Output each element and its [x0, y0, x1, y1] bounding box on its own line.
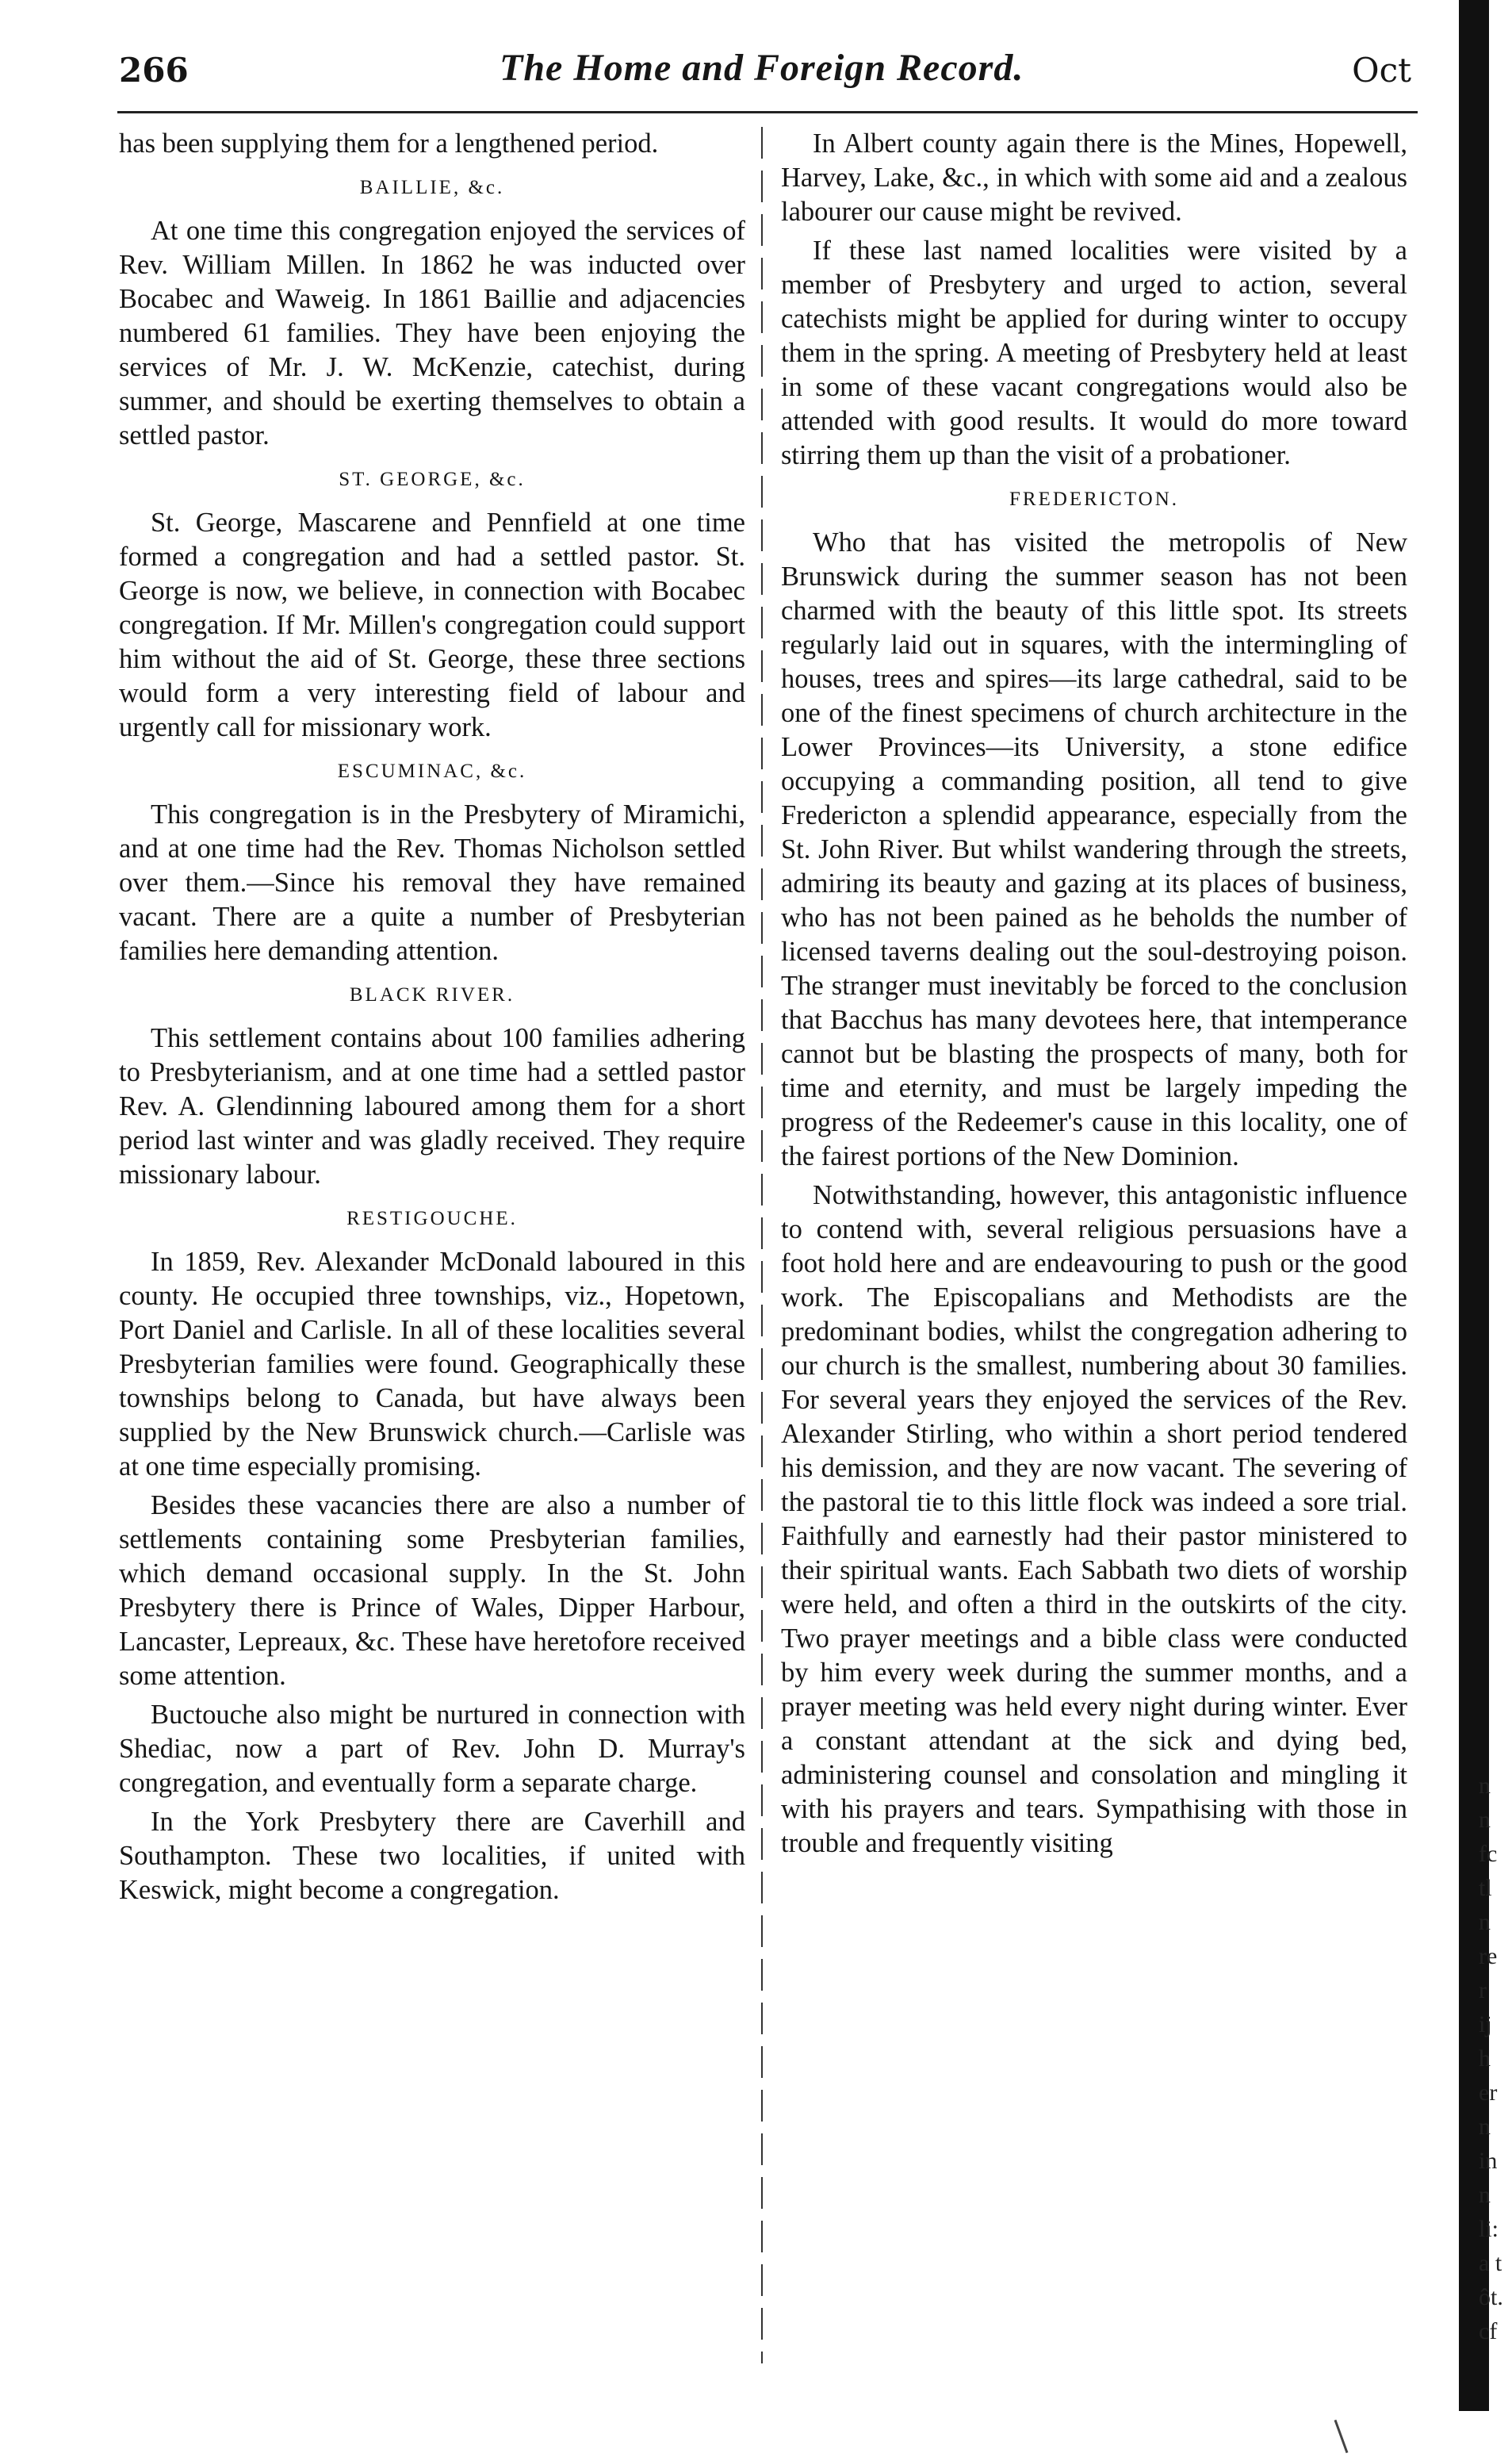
margin-fragment: a t: [1479, 2250, 1502, 2276]
paragraph: In 1859, Rev. Alexander McDonald laboured in this county. He occupied three townships, viz., Hopetown, Port Daniel and Carlisle. In all of these localities several Presbyterian families were found. Geographically these townships belong to Canada, but have always been supplied by the New Brunswick church.—Carlisle was at one time especially promising.: [119, 1247, 745, 1481]
paragraph: This settlement contains about 100 families adhering to Presbyterianism, and at one time had a settled pastor Rev. A. Glendinning laboured among them for a short period last winter and was gladly received. They require missionary labour.: [119, 1023, 745, 1190]
paragraph: has been supplying them for a lengthened period.: [119, 128, 659, 159]
paragraph: At one time this congregation enjoyed the services of Rev. William Millen. In 1862 he was inducted over Bocabec and Waweig. In 1861 Baillie and adjacencies numbered 61 families. They have been enjoying the services of Mr. J. W. McKenzie, catechist, during summer, and should be exerting themselves to obtain a settled pastor.: [119, 216, 745, 450]
paragraph: If these last named localities were visited by a member of Presbytery and urged to action, several catechists might be applied for during winter to occupy them in the spring. A meeting of Presbytery held at least in some of these vacant congregations would also be attended with good results. It would do more toward stirring them up than the visit of a probationer.: [781, 236, 1407, 470]
running-title: The Home and Foreign Record.: [500, 47, 1024, 89]
column-divider: [761, 127, 763, 2363]
margin-fragments: [1479, 1769, 1512, 2348]
margin-fragment: er: [1479, 2079, 1498, 2106]
margin-fragment: h: [1479, 2045, 1491, 2072]
margin-fragment: r: [1479, 1977, 1487, 2003]
margin-fragment: n: [1479, 2182, 1491, 2208]
margin-fragment: n: [1479, 2114, 1491, 2140]
scan-mark: [1334, 2420, 1349, 2453]
right-column: [781, 127, 1407, 1865]
page-number: 266: [119, 51, 189, 90]
margin-fragment: re: [1479, 1943, 1498, 1969]
left-column: [119, 127, 745, 1912]
section-heading-baillie: BAILLIE, &c.: [359, 177, 505, 198]
margin-fragment: n: [1479, 1909, 1491, 1935]
paragraph: In the York Presbytery there are Caverhill and Southampton. These two localities, if united with Keswick, might become a congregation.: [119, 1807, 745, 1905]
margin-fragment: n: [1479, 1807, 1491, 1833]
paragraph: In Albert county again there is the Mines, Hopewell, Harvey, Lake, &c., in which with some aid and a zealous labourer our cause might be revived.: [781, 128, 1407, 227]
margin-fragment: tl: [1479, 1875, 1492, 1901]
margin-fragment: ij: [1479, 2011, 1492, 2037]
section-heading-black-river: BLACK RIVER.: [349, 984, 515, 1006]
margin-fragment: cf: [1479, 2318, 1498, 2344]
paragraph: Besides these vacancies there are also a number of settlements containing some Presbyterian families, which demand occasional supply. In the St. John Presbytery there is Prince of Wales, Dipper Harbour, Lancaster, Lepreaux, &c. These have heretofore received some attention.: [119, 1490, 745, 1691]
margin-fragment: ôt.: [1479, 2284, 1503, 2310]
running-header: [119, 46, 1411, 95]
paragraph: Who that has visited the metropolis of New Brunswick during the summer season has not been charmed with the beauty of this little spot. Its streets regularly laid out in squares, with the intermingling of houses, trees and spires—its large cathedral, said to be one of the finest specimens of church architecture in the Lower Provinces—its University, a stone edifice occupying a commanding position, all tend to give Fredericton a splendid appearance, especially from the St. John River. But whilst wandering through the streets, admiring its beauty and gazing at its places of business, who has not been pained as he beholds the number of licensed taverns dealing out the soul-destroying poison. The stranger must inevitably be forced to the conclusion that Bacchus has many devotees here, that intemperance cannot but be blasting the prospects of many, both for time and eternity, and must be largely impeding the progress of the Redeemer's cause in this locality, one of the fairest portions of the New Dominion.: [781, 527, 1407, 1171]
header-month: Oct: [1352, 51, 1411, 90]
header-rule: [117, 111, 1418, 113]
section-heading-fredericton: FREDERICTON.: [1009, 489, 1180, 510]
margin-fragment: fc: [1479, 1841, 1498, 1867]
margin-fragment: in: [1479, 2148, 1498, 2174]
paragraph: Buctouche also might be nurtured in connection with Shediac, now a part of Rev. John D. Murray's congregation, and eventually form a separate charge.: [119, 1700, 745, 1798]
paragraph: St. George, Mascarene and Pennfield at one time formed a congregation and had a settled pastor. St. George is now, we believe, in connection with Bocabec congregation. If Mr. Millen's congregation could support him without the aid of St. George, these three sections would form a very interesting field of labour and urgently call for missionary work.: [119, 508, 745, 742]
margin-fragment: li:: [1479, 2216, 1499, 2242]
paragraph: Notwithstanding, however, this antagonistic influence to contend with, several religious persuasions have a foot hold here and are endeavouring to push or the good work. The Episcopalians and Methodists are the predominant bodies, whilst the congregation adhering to our church is the smallest, numbering about 30 families. For several years they enjoyed the services of the Rev. Alexander Stirling, who within a short period tendered his demission, and they are now vacant. The severing of the pastoral tie to this little flock was indeed a sore trial. Faithfully and earnestly had their pastor ministered to their spiritual wants. Each Sabbath two diets of worship were held, and often a third in the outskirts of the city. Two prayer meetings and a bible class were conducted by him every week during the summer months, and a prayer meeting was held every night during winter. Ever a constant attendant at the sick and dying bed, administering counsel and consolation and mingling it with his prayers and tears. Sympathising with those in trouble and frequently visiting: [781, 1180, 1407, 1858]
margin-fragment: n: [1479, 1773, 1491, 1799]
section-heading-st-george: ST. GEORGE, &c.: [339, 469, 526, 490]
section-heading-restigouche: RESTIGOUCHE.: [346, 1208, 518, 1229]
paragraph: This congregation is in the Presbytery of Miramichi, and at one time had the Rev. Thomas Nicholson settled over them.—Since his removal they have remained vacant. There are a quite a number of Presbyterian families here demanding attention.: [119, 799, 745, 966]
section-heading-escuminac: ESCUMINAC, &c.: [337, 761, 527, 782]
